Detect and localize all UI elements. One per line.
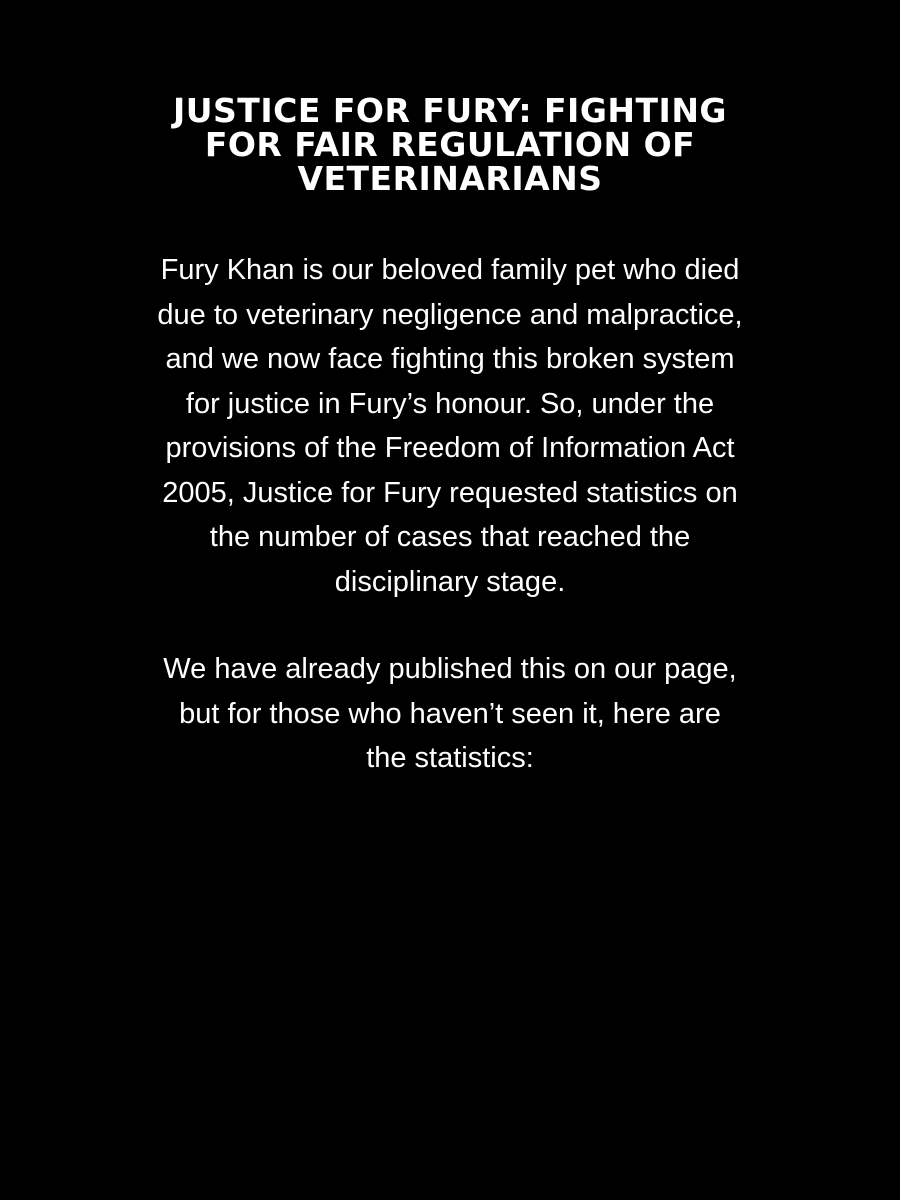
paragraph-line: due to veterinary negligence and malpractice, (157, 298, 743, 331)
paragraph-line: but for those who haven’t seen it, here are (179, 697, 721, 730)
paragraph-line: Fury Khan is our beloved family pet who died (160, 254, 740, 286)
paragraph-line: the statistics: (366, 742, 534, 774)
paragraph-line: and we now face fighting this broken system (165, 343, 735, 375)
paragraph-line: 2005, Justice for Fury requested statistics on (162, 476, 738, 509)
intro-paragraph (40, 248, 860, 604)
title-line: VETERINARIANS (297, 159, 603, 198)
title-line: JUSTICE FOR FURY: FIGHTING (172, 91, 728, 130)
paragraph-line: provisions of the Freedom of Information Act (165, 432, 735, 464)
title-line: FOR FAIR REGULATION OF (204, 125, 696, 164)
paragraph-line: disciplinary stage. (334, 565, 566, 598)
statistics-intro-paragraph (40, 647, 860, 781)
page-title (100, 91, 800, 198)
paragraph-line: We have already published this on our page, (163, 653, 737, 685)
paragraph-line: the number of cases that reached the (209, 521, 691, 553)
paragraph-line: for justice in Fury’s honour. So, under the (185, 387, 715, 420)
